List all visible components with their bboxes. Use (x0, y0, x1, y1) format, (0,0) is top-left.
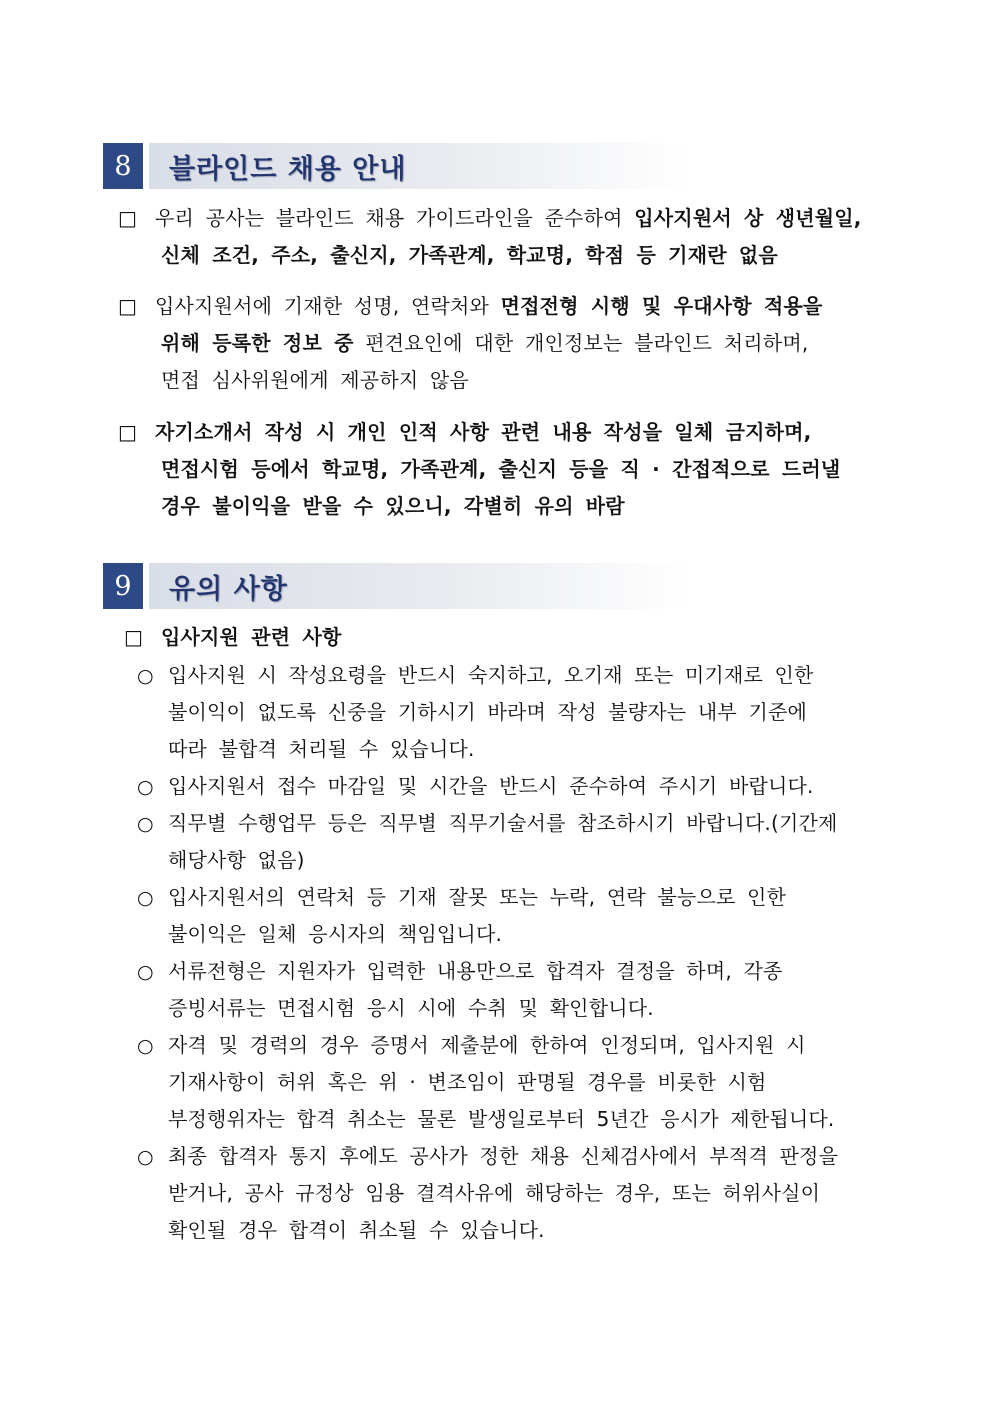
notes-list (118, 657, 908, 1249)
blind-hiring-item (118, 414, 908, 525)
note-item: ○ 직무별 수행업무 등은 직무별 직무기술서를 참조하시기 바랍니다.(기간제 (118, 805, 908, 842)
note-item: ○ 입사지원 시 작성요령을 반드시 숙지하고, 오기재 또는 미기재로 인한 (118, 657, 908, 694)
note-line: 기재사항이 허위 혹은 위 · 변조임이 판명될 경우를 비롯한 시험 (168, 1070, 767, 1094)
circle-bullet-icon: ○ (137, 776, 154, 798)
checkbox-bullet: □ (118, 420, 138, 444)
note-line: 따라 불합격 처리될 수 있습니다. (168, 737, 475, 761)
note-line: 불이익이 없도록 신중을 기하시기 바라며 작성 불량자는 내부 기준에 (168, 700, 808, 724)
note-line: 해당사항 없음) (168, 848, 305, 872)
checkbox-bullet: □ (124, 625, 144, 649)
section-9-header (103, 563, 693, 609)
item-line: 위해 등록한 정보 중 편견요인에 대한 개인정보는 블라인드 처리하며, (161, 331, 809, 355)
circle-bullet-icon: ○ (137, 813, 154, 835)
section-title-bar (149, 143, 693, 189)
note-item: ○ 입사지원서 접수 마감일 및 시간을 반드시 준수하여 주시기 바랍니다. (118, 768, 908, 805)
note-line: 불이익은 일체 응시자의 책임입니다. (168, 922, 503, 946)
circle-bullet-icon: ○ (137, 961, 154, 983)
item-line: □ 우리 공사는 블라인드 채용 가이드라인을 준수하여 입사지원서 상 생년월일, (118, 200, 908, 237)
note-line: 받거나, 공사 규정상 임용 결격사유에 해당하는 경우, 또는 허위사실이 (168, 1181, 821, 1205)
note-line: 확인될 경우 합격이 취소될 수 있습니다. (168, 1218, 545, 1242)
item-line: 신체 조건, 주소, 출신지, 가족관계, 학교명, 학점 등 기재란 없음 (161, 243, 778, 267)
note-item: ○ 자격 및 경력의 경우 증명서 제출분에 한하여 인정되며, 입사지원 시 (118, 1027, 908, 1064)
note-item: ○ 서류전형은 지원자가 입력한 내용만으로 합격자 결정을 하며, 각종 (118, 953, 908, 990)
subheading-text: 입사지원 관련 사항 (161, 625, 342, 649)
blind-hiring-item (118, 200, 908, 274)
circle-bullet-icon: ○ (137, 1035, 154, 1057)
section-title-bar (149, 563, 693, 609)
item-line: □ 자기소개서 작성 시 개인 인적 사항 관련 내용 작성을 일체 금지하며, (118, 414, 908, 451)
section-8-header (103, 143, 693, 189)
circle-bullet-icon: ○ (137, 1146, 154, 1168)
item-line: 경우 불이익을 받을 수 있으니, 각별히 유의 바람 (161, 494, 625, 518)
section-title: 블라인드 채용 안내 (169, 153, 407, 185)
item-line: 면접시험 등에서 학교명, 가족관계, 출신지 등을 직 · 간접적으로 드러낼 (161, 457, 841, 481)
blind-hiring-item (118, 288, 908, 399)
section-title: 유의 사항 (169, 573, 288, 605)
subheading (124, 619, 914, 656)
checkbox-bullet: □ (118, 294, 138, 318)
section-number: 8 (103, 143, 143, 189)
note-line: 부정행위자는 합격 취소는 물론 발생일로부터 5년간 응시가 제한됩니다. (168, 1107, 835, 1131)
item-line: 면접 심사위원에게 제공하지 않음 (161, 368, 469, 392)
item-line: □ 입사지원서에 기재한 성명, 연락처와 면접전형 시행 및 우대사항 적용을 (118, 288, 908, 325)
note-item: ○ 최종 합격자 통지 후에도 공사가 정한 채용 신체검사에서 부적격 판정을 (118, 1138, 908, 1175)
checkbox-bullet: □ (118, 206, 138, 230)
circle-bullet-icon: ○ (137, 887, 154, 909)
note-item: ○ 입사지원서의 연락처 등 기재 잘못 또는 누락, 연락 불능으로 인한 (118, 879, 908, 916)
circle-bullet-icon: ○ (137, 665, 154, 687)
note-line: 증빙서류는 면접시험 응시 시에 수취 및 확인합니다. (168, 996, 654, 1020)
section-number: 9 (103, 563, 143, 609)
